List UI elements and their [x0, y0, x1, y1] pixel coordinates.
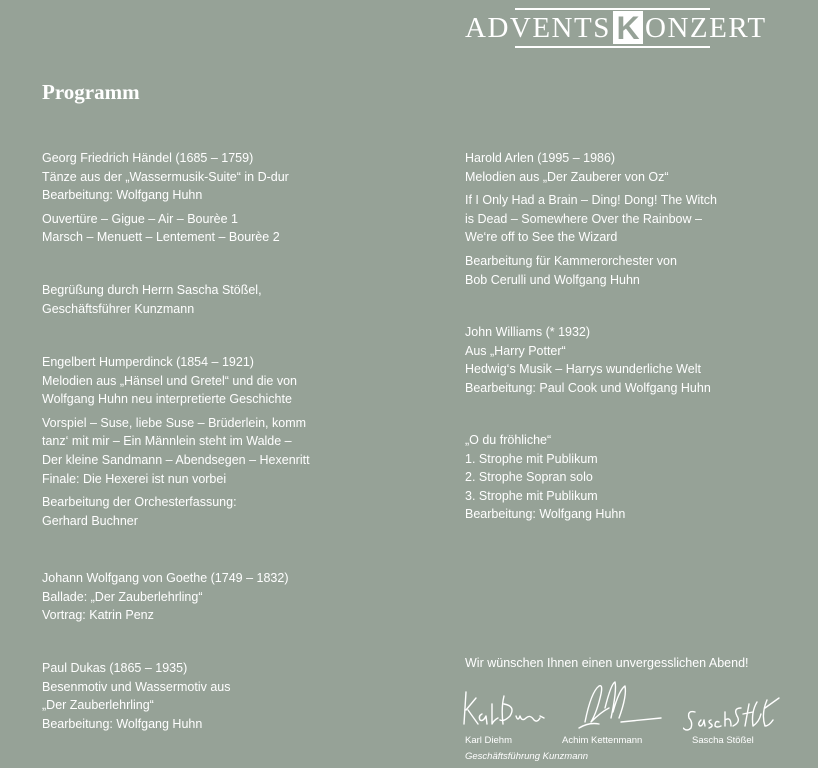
work-line: Hedwig‘s Musik – Harrys wunderliche Welt: [465, 362, 701, 377]
management-note: Geschäftsführung Kunzmann: [465, 751, 589, 762]
verse-line: 2. Strophe Sopran solo: [465, 470, 593, 485]
signer-name: Karl Diehm: [465, 735, 512, 746]
work-line: „Der Zauberlehrling“: [42, 698, 154, 713]
arranger-line: Bob Cerulli und Wolfgang Huhn: [465, 272, 640, 287]
program-item-greeting: [42, 281, 432, 318]
work-line: Ballade: „Der Zauberlehrling“: [42, 589, 203, 604]
composer-title: Harold Arlen (1995 – 1986): [465, 151, 616, 165]
performer-line: Vortrag: Katrin Penz: [42, 608, 154, 623]
arranger-line: Gerhard Buchner: [42, 513, 138, 528]
pieces-line: is Dead – Somewhere Over the Rainbow –: [465, 211, 702, 226]
work-line: Melodien aus „Hänsel und Gretel“ und die von: [42, 373, 298, 388]
work-line: Tänze aus der „Wassermusik-Suite“ in D-dur: [42, 169, 289, 184]
signature-achim-kettenmann: [575, 678, 685, 736]
program-item-humperdinck: [42, 353, 432, 530]
song-title: „O du fröhliche“: [465, 433, 552, 447]
signature-karl-diehm: [460, 678, 570, 736]
arranger-line: Bearbeitung für Kammerorchester von: [465, 253, 677, 268]
work-line: Wolfgang Huhn neu interpretierte Geschichte: [42, 392, 292, 407]
logo-word-advents: ADVENTS: [465, 12, 611, 44]
verse-line: 1. Strophe mit Publikum: [465, 451, 598, 466]
work-line: Aus „Harry Potter“: [465, 343, 566, 358]
pieces-line: If I Only Had a Brain – Ding! Dong! The Witch: [465, 193, 717, 208]
composer-title: Johann Wolfgang von Goethe (1749 – 1832): [42, 571, 289, 585]
program-item-williams: [465, 323, 805, 397]
composer-title: Georg Friedrich Händel (1685 – 1759): [42, 151, 254, 165]
program-item-o-du-froehliche: [465, 431, 805, 524]
greeting-line: Begrüßung durch Herrn Sascha Stößel,: [42, 283, 262, 297]
signature-sascha-stoessel: [683, 678, 793, 736]
pieces-line: tanz‘ mit mir – Ein Männlein steht im Walde –: [42, 434, 292, 449]
pieces-line: Vorspiel – Suse, liebe Suse – Brüderlein, komm: [42, 415, 307, 430]
arranger-line: Bearbeitung: Paul Cook und Wolfgang Huhn: [465, 380, 711, 395]
pieces-line: We‘re off to See the Wizard: [465, 230, 618, 245]
signer-name: Sascha Stößel: [692, 735, 754, 746]
work-line: Besenmotiv und Wassermotiv aus: [42, 679, 231, 694]
arranger-line: Bearbeitung: Wolfgang Huhn: [42, 716, 203, 731]
program-item-arlen: [465, 149, 805, 289]
arranger-line: Bearbeitung der Orchesterfassung:: [42, 495, 237, 510]
greeting-line: Geschäftsführer Kunzmann: [42, 301, 195, 316]
page-title: Programm: [42, 80, 140, 104]
program-item-haendel: [42, 149, 432, 247]
program-item-goethe: [42, 569, 432, 625]
pieces-line: Marsch – Menuett – Lentement – Bourèe 2: [42, 230, 280, 245]
brand-logo: [465, 8, 783, 50]
arranger-line: Bearbeitung: Wolfgang Huhn: [465, 507, 626, 522]
program-item-dukas: [42, 659, 432, 733]
composer-title: John Williams (* 1932): [465, 325, 591, 339]
pieces-line: Finale: Die Hexerei ist nun vorbei: [42, 471, 227, 486]
composer-title: Paul Dukas (1865 – 1935): [42, 661, 188, 675]
logo-k-box: K: [613, 11, 643, 44]
signer-name: Achim Kettenmann: [562, 735, 643, 746]
closing-message: Wir wünschen Ihnen einen unvergesslichen Abend!: [465, 656, 749, 670]
verse-line: 3. Strophe mit Publikum: [465, 488, 598, 503]
work-line: Melodien aus „Der Zauberer von Oz“: [465, 169, 669, 184]
composer-title: Engelbert Humperdinck (1854 – 1921): [42, 355, 254, 369]
pieces-line: Ouvertüre – Gigue – Air – Bourèe 1: [42, 211, 238, 226]
pieces-line: Der kleine Sandmann – Abendsegen – Hexenritt: [42, 452, 310, 467]
logo-rule-bottom: [515, 46, 710, 48]
logo-rule-top: [515, 8, 710, 10]
arranger-line: Bearbeitung: Wolfgang Huhn: [42, 188, 203, 203]
logo-word-onzert: ONZERT: [645, 12, 767, 44]
